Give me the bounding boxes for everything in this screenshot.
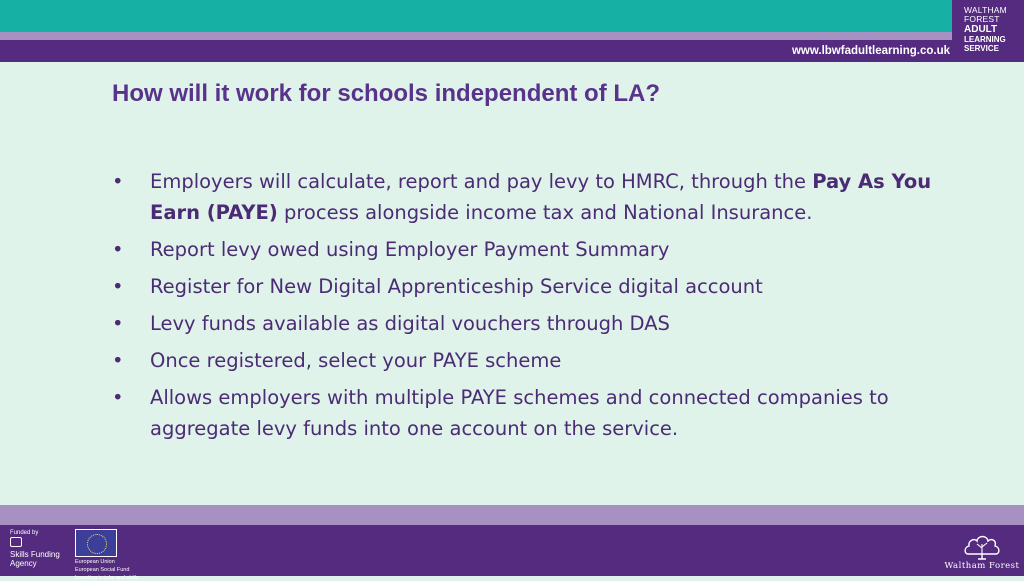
tree-icon xyxy=(962,530,1002,560)
slide-title: How will it work for schools independent of LA? xyxy=(112,80,661,107)
bullet-list xyxy=(112,166,962,450)
eu-flag-icon xyxy=(75,529,117,557)
bullet-item: • Report levy owed using Employer Payment Summary xyxy=(112,234,962,265)
footer-lilac-band xyxy=(0,505,1024,525)
website-url: www.lbwfadultlearning.co.uk xyxy=(791,45,950,57)
bullet-marker: • xyxy=(112,238,124,261)
council-name: Waltham Forest xyxy=(944,561,1020,571)
bullet-marker: • xyxy=(112,349,124,372)
bullet-emphasis: Pay As You Earn (PAYE) xyxy=(150,170,932,224)
bullet-item: • Levy funds available as digital vouchers through DAS xyxy=(112,308,962,339)
bullet-marker: • xyxy=(112,312,124,335)
bullet-item: • Once registered, select your PAYE scheme xyxy=(112,345,962,376)
european-social-fund-logo: European Union European Social Fund Investing in jobs and skills xyxy=(75,529,125,575)
skills-funding-agency-logo: Funded by Skills Funding Agency xyxy=(10,530,60,568)
bullet-marker: • xyxy=(112,386,124,409)
header-teal-band xyxy=(0,0,1024,32)
header-lilac-band xyxy=(0,32,1024,40)
bullet-marker: • xyxy=(112,275,124,298)
bullet-item: • Employers will calculate, report and pay levy to HMRC, through the Pay As You Earn (PAYE) process alongside income tax and National Insurance. xyxy=(112,166,962,228)
bullet-marker: • xyxy=(112,170,124,193)
crest-icon xyxy=(10,537,22,547)
waltham-forest-logo xyxy=(940,530,1024,576)
bullet-item: • Allows employers with multiple PAYE schemes and connected companies to aggregate levy funds into one account on the service. xyxy=(112,382,962,444)
bullet-item: • Register for New Digital Apprenticeship Service digital account xyxy=(112,271,962,302)
footer-purple-band xyxy=(0,525,1024,576)
adult-learning-logo: WALTHAM FOREST ADULT LEARNING SERVICE xyxy=(952,0,1024,62)
